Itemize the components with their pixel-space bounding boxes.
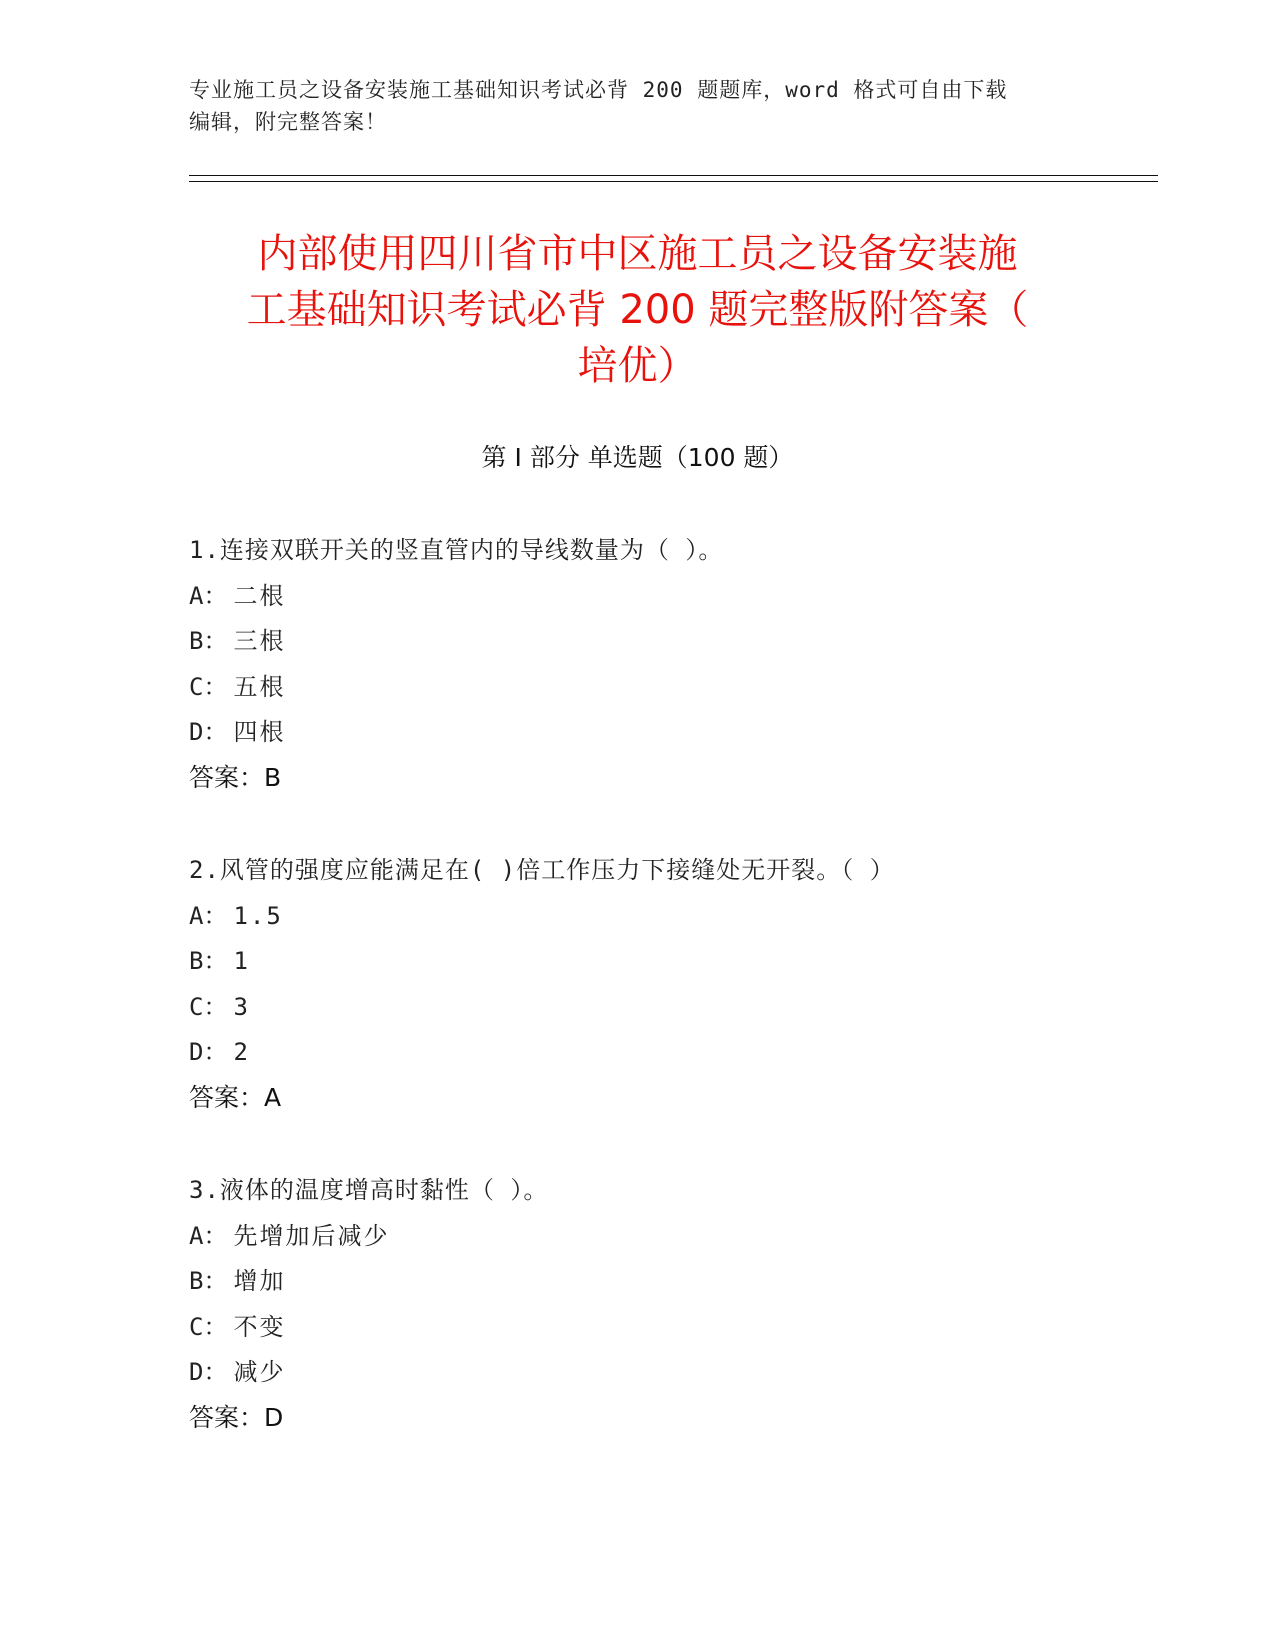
option-text: 五根 <box>233 672 286 701</box>
answer: 答案：B <box>189 762 282 792</box>
header-note-line-2: 编辑，附完整答案！ <box>189 110 387 134</box>
option-b <box>189 943 1089 989</box>
option-c <box>189 989 1089 1035</box>
option-text: 二根 <box>233 581 286 610</box>
option-label: D： <box>189 1358 228 1386</box>
option-b <box>189 623 1089 669</box>
option-text: 2 <box>233 1038 250 1066</box>
document-title-line-2: 工基础知识考试必背 200 题完整版附答案（ <box>246 287 1029 333</box>
header-rule-top <box>189 175 1158 176</box>
option-text: 不变 <box>233 1312 286 1341</box>
option-d <box>189 1354 1089 1400</box>
option-text: 三根 <box>233 627 286 655</box>
question-stem: 2.风管的强度应能满足在( )倍工作压力下接缝处无开裂。（ ） <box>189 856 895 884</box>
option-label: B： <box>189 947 228 975</box>
option-label: B： <box>189 1267 228 1295</box>
document-title <box>160 226 1115 394</box>
header-rule-bottom <box>189 181 1158 182</box>
question-1 <box>189 532 1089 796</box>
option-text: 1.5 <box>233 901 283 930</box>
header-note-line-1: 专业施工员之设备安装施工基础知识考试必背 200 题题库，word 格式可自由下载 <box>189 78 1008 102</box>
option-a <box>189 898 1089 944</box>
header-note <box>189 74 1089 138</box>
option-label: A： <box>189 581 228 610</box>
option-a <box>189 1218 1089 1264</box>
option-a <box>189 578 1089 624</box>
document-title-line-1: 内部使用四川省市中区施工员之设备安装施 <box>257 231 1018 277</box>
option-label: B： <box>189 627 228 655</box>
section-title: 第 I 部分 单选题（100 题） <box>481 443 794 472</box>
option-label: A： <box>189 1221 228 1250</box>
option-label: C： <box>189 1312 228 1341</box>
option-c <box>189 669 1089 715</box>
option-text: 先增加后减少 <box>233 1221 390 1250</box>
question-3 <box>189 1172 1089 1436</box>
option-text: 减少 <box>233 1358 286 1386</box>
option-d <box>189 1034 1089 1080</box>
document-title-line-3: 培优） <box>577 343 698 389</box>
question-stem: 3.液体的温度增高时黏性（ ）。 <box>189 1176 549 1204</box>
option-text: 四根 <box>233 718 286 746</box>
option-text: 3 <box>233 992 250 1021</box>
option-label: C： <box>189 992 228 1021</box>
option-c <box>189 1309 1089 1355</box>
answer: 答案：D <box>189 1402 284 1432</box>
option-d <box>189 714 1089 760</box>
question-stem: 1.连接双联开关的竖直管内的导线数量为（ ）。 <box>189 536 724 564</box>
option-label: D： <box>189 718 228 746</box>
option-text: 增加 <box>233 1267 286 1295</box>
option-label: D： <box>189 1038 228 1066</box>
option-b <box>189 1263 1089 1309</box>
answer: 答案：A <box>189 1082 282 1112</box>
question-2 <box>189 852 1089 1116</box>
option-label: A： <box>189 901 228 930</box>
option-label: C： <box>189 672 228 701</box>
option-text: 1 <box>233 947 250 975</box>
